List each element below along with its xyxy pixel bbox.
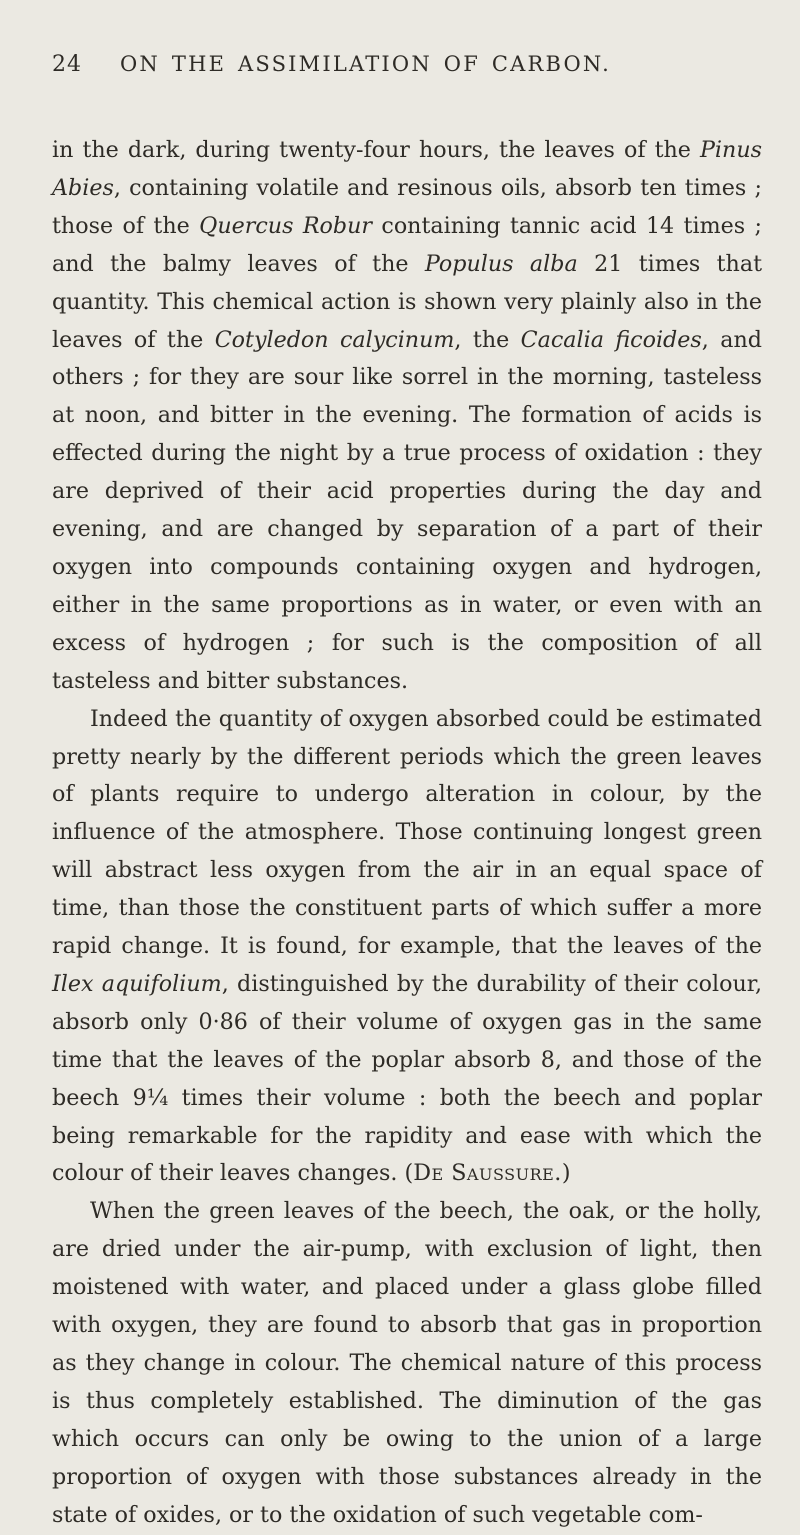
- text-run: ): [561, 1160, 571, 1187]
- species-name: Cacalia ficoides: [520, 326, 702, 353]
- text-run: , and others ; for they are sour like sorrel in the morning, tasteless at noon, and bitter in the evening. The formation of acids is effected during the night by a true process of oxidation : they are deprived of their acid properties during the day and evening, and are changed by separation of a part of their oxygen into compounds containing oxygen and hydrogen, either in the same proportions as in water, or even with an excess of hydrogen ; for such is the composition of all tasteless and bitter substances.: [52, 326, 762, 694]
- species-name: Populus alba: [424, 250, 578, 277]
- text-run: , containing volatile and resinous oils, absorb ten times ; those of the: [52, 174, 762, 239]
- text-run: , distinguished by the durability of their colour, absorb only 0·86 of their volume of oxygen gas in the same time that the leaves of the poplar absorb 8, and those of the beech 9¼ times their volume : both the beech and poplar being remarkable for the rapidity and ease with which the colour of their leaves changes. (: [52, 970, 762, 1187]
- text-run: Indeed the quantity of oxygen absorbed could be estimated pretty nearly by the different periods which the green leaves of plants require to undergo alteration in colour, by the influence of the atmosphere. Those continuing longest green will abstract less oxygen from the air in an equal space of time, than those the constituent parts of which suffer a more rapid change. It is found, for example, that the leaves of the: [52, 705, 762, 960]
- species-name: Ilex aquifolium: [52, 970, 222, 997]
- species-name: Pinus Abies: [52, 137, 762, 201]
- species-name: Cotyledon calycinum: [214, 326, 455, 353]
- page-header: [52, 52, 760, 92]
- paragraph: [52, 701, 762, 1194]
- running-head: ON THE ASSIMILATION OF CARBON.: [120, 52, 612, 76]
- text-run: in the dark, during twenty-four hours, the leaves of the: [52, 137, 700, 163]
- species-name: Quercus Robur: [199, 212, 373, 239]
- author-citation: De Saussure.: [413, 1160, 562, 1187]
- text-run: 21 times that quantity. This chemical action is shown very plainly also in the leaves of the: [52, 250, 762, 353]
- text-run: When the green leaves of the beech, the oak, or the holly, are dried under the air-pump, with exclusion of light, then moistened with water, and placed under a glass globe filled with oxygen, they are found to absorb that gas in proportion as they change in colour. The chemical nature of this process is thus completely established. The diminution of the gas which occurs can only be owing to the union of a large proportion of oxygen with those substances already in the state of oxides, or to the oxidation of such vegetable com-: [52, 1198, 762, 1528]
- paragraph: [52, 132, 762, 701]
- paragraph: [52, 1193, 762, 1534]
- text-run: containing tannic acid 14 times ; and the balmy leaves of the: [52, 212, 762, 277]
- body-text: [52, 132, 762, 1535]
- text-run: , the: [454, 326, 521, 353]
- page-number: 24: [52, 52, 82, 77]
